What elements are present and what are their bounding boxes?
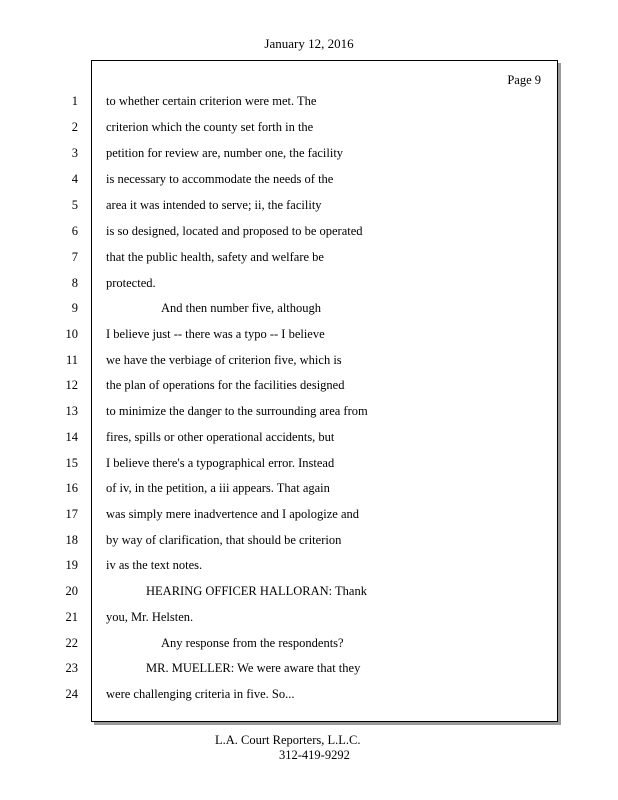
line-text: you, Mr. Helsten.	[106, 610, 194, 624]
line-text: MR. MUELLER: We were aware that they	[146, 661, 361, 675]
line-text: that the public health, safety and welfare be	[106, 250, 324, 264]
line-text: were challenging criteria in five. So...	[106, 687, 295, 701]
line-text: is necessary to accommodate the needs of the	[106, 172, 334, 186]
footer-phone: 312-419-9292	[279, 748, 350, 762]
line-number: 1	[71, 94, 78, 108]
line-number: 4	[71, 172, 78, 186]
line-number: 12	[65, 378, 78, 392]
line-text: we have the verbiage of criterion five, which is	[106, 353, 342, 367]
line-text: protected.	[106, 276, 156, 290]
line-text: to minimize the danger to the surrounding area from	[106, 404, 368, 418]
line-text: iv as the text notes.	[106, 558, 203, 572]
page-number: Page 9	[507, 73, 541, 87]
line-number: 18	[65, 533, 78, 547]
line-number: 19	[65, 558, 78, 572]
line-text: criterion which the county set forth in the	[106, 120, 314, 134]
header-date: January 12, 2016	[264, 36, 354, 51]
line-text: I believe just -- there was a typo -- I believe	[106, 327, 325, 341]
line-text: was simply mere inadvertence and I apologize and	[106, 507, 360, 521]
line-number: 21	[65, 610, 78, 624]
line-number: 8	[71, 276, 78, 290]
line-number: 2	[71, 120, 78, 134]
line-number: 13	[65, 404, 78, 418]
line-number: 16	[65, 481, 78, 495]
line-text: the plan of operations for the facilities designed	[106, 378, 345, 392]
line-text: to whether certain criterion were met. The	[106, 94, 317, 108]
line-number: 17	[65, 507, 78, 521]
line-number: 11	[65, 353, 78, 367]
line-number: 10	[65, 327, 78, 341]
line-number: 7	[71, 250, 78, 264]
line-text: fires, spills or other operational accidents, but	[106, 430, 335, 444]
line-number: 9	[71, 301, 78, 315]
line-text: Any response from the respondents?	[161, 636, 344, 650]
line-text: is so designed, located and proposed to be operated	[106, 224, 363, 238]
footer-company: L.A. Court Reporters, L.L.C.	[215, 733, 361, 747]
line-number: 14	[65, 430, 78, 444]
line-number: 15	[65, 456, 78, 470]
line-text: HEARING OFFICER HALLORAN: Thank	[146, 584, 367, 598]
line-text: area it was intended to serve; ii, the facility	[106, 198, 322, 212]
line-number: 20	[65, 584, 78, 598]
line-number: 24	[65, 687, 78, 701]
line-number: 5	[71, 198, 78, 212]
line-number: 6	[71, 224, 78, 238]
line-text: petition for review are, number one, the facility	[106, 146, 344, 160]
line-number: 22	[65, 636, 78, 650]
line-text: by way of clarification, that should be criterion	[106, 533, 342, 547]
line-text: And then number five, although	[161, 301, 322, 315]
line-number: 3	[71, 146, 78, 160]
line-text: I believe there's a typographical error. Instead	[106, 456, 335, 470]
line-number: 23	[65, 661, 78, 675]
line-text: of iv, in the petition, a iii appears. That again	[106, 481, 330, 495]
